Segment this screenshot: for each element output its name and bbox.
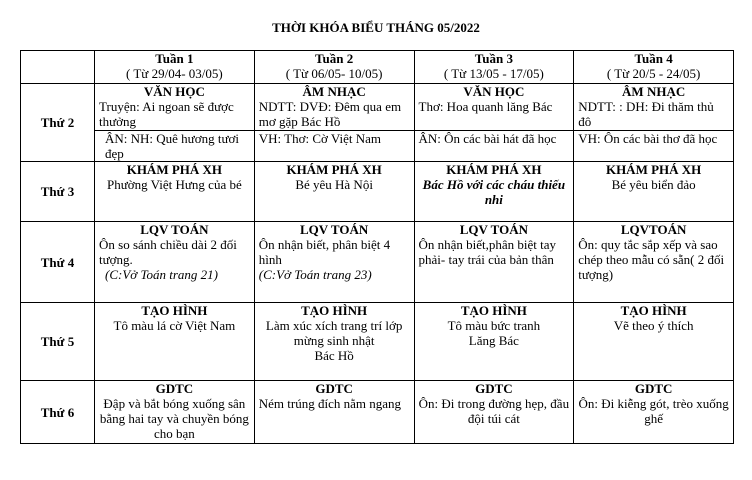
lesson-content: ÂN: Ôn các bài hát đã học [418, 131, 557, 146]
day-label: Thứ 6 [21, 381, 95, 444]
lesson-content: Phường Việt Hưng của bé [106, 177, 242, 192]
subject-label: GDTC [475, 381, 513, 396]
cell-thu6-w1 [95, 381, 255, 444]
lesson-content: Ôn: Đi trong đường hẹp, đầu đội túi cát [418, 396, 570, 426]
lesson-content: Làm xúc xích trang trí lớp mừng sinh nhật [265, 318, 403, 348]
cell-thu5-w2 [254, 303, 414, 381]
lesson-content: VH: Ôn các bài thơ đã học [578, 131, 718, 146]
lesson-content-2: Lăng Bác [468, 333, 519, 348]
week-header-2 [254, 51, 414, 84]
subject-label: KHÁM PHÁ XH [286, 162, 382, 177]
lesson-content: NDTT: DVĐ: Đêm qua em mơ gặp Bác Hồ [258, 99, 402, 129]
lesson-content: Thơ: Hoa quanh lăng Bác [418, 99, 553, 114]
lesson-content: Ôn nhận biết,phân biệt tay phải- tay trái của bản thân [418, 237, 557, 267]
lesson-content: Ôn so sánh chiều dài 2 đối tượng. [99, 237, 237, 267]
subject-label: ÂM NHẠC [622, 84, 686, 99]
subject-label: GDTC [634, 381, 673, 396]
week-range: ( Từ 20/5 - 24/05) [606, 66, 701, 81]
page-title: THỜI KHÓA BIỂU THÁNG 05/2022 [272, 20, 480, 35]
cell-thu3-w4 [574, 162, 734, 222]
row-thu6 [21, 381, 734, 444]
lesson-content: Đập và bắt bóng xuống sân bằng hai tay và chuyền bóng cho bạn [99, 396, 249, 441]
corner-cell [21, 51, 95, 84]
week-label: Tuần 4 [634, 51, 673, 66]
lesson-content: Ôn: Đi kiễng gót, trèo xuống ghế [578, 396, 729, 426]
cell-thu6-w4 [574, 381, 734, 444]
lesson-content: Ôn nhận biết, phân biệt 4 hình [258, 237, 391, 267]
lesson-content: NDTT: : DH: Đi thăm thủ đô [578, 99, 714, 129]
week-label: Tuần 2 [315, 51, 354, 66]
subject-label: VĂN HỌC [463, 84, 525, 99]
day-label: Thứ 4 [21, 222, 95, 303]
week-header-3 [414, 51, 574, 84]
day-label: Thứ 5 [21, 303, 95, 381]
cell-thu5-w4 [574, 303, 734, 381]
cell-thu4-w2 [254, 222, 414, 303]
subject-label: LQV TOÁN [140, 222, 209, 237]
lesson-content: Ném trúng đích nằm ngang [258, 396, 401, 411]
week-header-4 [574, 51, 734, 84]
subject-label: TẠO HÌNH [301, 303, 368, 318]
subject-label: KHÁM PHÁ XH [605, 162, 702, 177]
subject-label: LQV TOÁN [459, 222, 529, 237]
day-label: Thứ 2 [21, 84, 95, 162]
subject-label: ÂM NHẠC [302, 84, 366, 99]
subject-label: TẠO HÌNH [141, 303, 208, 318]
cell-thu2-w3 [414, 84, 574, 131]
lesson-content: Tô màu bức tranh [447, 318, 541, 333]
lesson-content: VH: Thơ: Cờ Việt Nam [258, 131, 382, 146]
week-range: ( Từ 13/05 - 17/05) [443, 66, 544, 81]
row-thu5 [21, 303, 734, 381]
lesson-content: ÂN: NH: Quê hương tươi đẹp [105, 131, 239, 161]
lesson-content: Ôn: quy tắc sắp xếp và sao chép theo mẫu có sẵn( 2 đối tượng) [578, 237, 725, 282]
cell-thu6-w3 [414, 381, 574, 444]
subject-label: LQV TOÁN [299, 222, 369, 237]
lesson-content: Bác Hồ với các cháu thiếu nhi [422, 177, 566, 207]
cell-thu2-w1 [95, 84, 255, 131]
week-label: Tuần 3 [474, 51, 513, 66]
lesson-content: Truyện: Ai ngoan sẽ được thưởng [99, 99, 234, 129]
subject-label: TẠO HÌNH [460, 303, 527, 318]
cell-thu4-w3 [414, 222, 574, 303]
cell-thu2-w2-extra [254, 131, 414, 162]
cell-thu5-w3 [414, 303, 574, 381]
header-row [21, 51, 734, 84]
cell-thu2-w4-extra [574, 131, 734, 162]
cell-thu3-w3 [414, 162, 574, 222]
subject-label: KHÁM PHÁ XH [126, 162, 223, 177]
row-thu2-extra [21, 131, 734, 162]
cell-thu2-w3-extra [414, 131, 574, 162]
cell-thu5-w1 [95, 303, 255, 381]
cell-thu2-w2 [254, 84, 414, 131]
cell-thu6-w2 [254, 381, 414, 444]
subject-label: GDTC [315, 381, 353, 396]
cell-thu2-w1-extra [95, 131, 255, 162]
cell-thu3-w1 [95, 162, 255, 222]
row-thu2 [21, 84, 734, 131]
week-label: Tuần 1 [155, 51, 194, 66]
lesson-content-2: Bác Hồ [314, 348, 354, 363]
lesson-content: Vẽ theo ý thích [613, 318, 694, 333]
subject-label: KHÁM PHÁ XH [446, 162, 542, 177]
subject-label: TẠO HÌNH [620, 303, 687, 318]
lesson-content: Bé yêu biển đảo [611, 177, 696, 192]
week-range: ( Từ 29/04- 03/05) [126, 66, 223, 81]
cell-thu4-w1 [95, 222, 255, 303]
subject-label: LQVTOÁN [620, 222, 687, 237]
cell-thu3-w2 [254, 162, 414, 222]
row-thu4 [21, 222, 734, 303]
cell-thu2-w4 [574, 84, 734, 131]
week-range: ( Từ 06/05- 10/05) [285, 66, 383, 81]
subject-label: VĂN HỌC [143, 84, 205, 99]
day-label: Thứ 3 [21, 162, 95, 222]
lesson-content: Bé yêu Hà Nội [295, 177, 373, 192]
schedule-table [20, 50, 734, 444]
week-header-1 [95, 51, 255, 84]
lesson-note: (C:Vở Toán trang 23) [258, 267, 372, 282]
lesson-content: Tô màu lá cờ Việt Nam [113, 318, 236, 333]
lesson-note: (C:Vở Toán trang 21) [105, 267, 218, 282]
cell-thu4-w4 [574, 222, 734, 303]
subject-label: GDTC [155, 381, 194, 396]
row-thu3 [21, 162, 734, 222]
